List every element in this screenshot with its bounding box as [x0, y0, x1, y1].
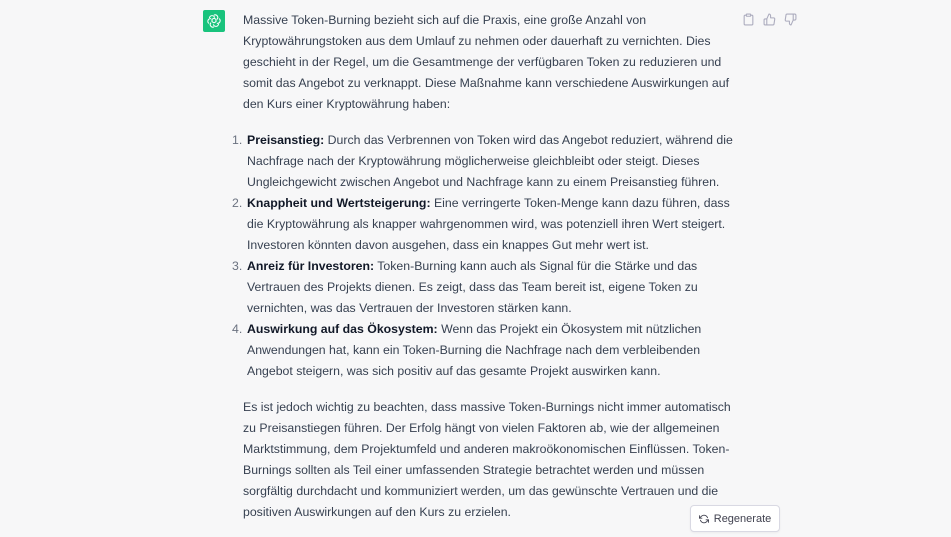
dislike-button[interactable] [783, 12, 797, 26]
list-item-text: Eine verringerte Token-Menge kann dazu führen, dass die Kryptowährung als knapper wahrgenommen wird, was potenziell ihren Wert steigert. Investoren könnten davon ausgehen, dass ein knappes Gut mehr wert ist. [247, 196, 730, 252]
list-item-text: Token-Burning kann auch als Signal für die Stärke und das Vertrauen des Projekts dienen. Es zeigt, dass das Team bereit ist, eigene Token zu vernichten, was das Vertrauen der Investoren stärken kann. [247, 259, 698, 315]
list-number: 1. [232, 133, 243, 147]
regenerate-label: Regenerate [713, 512, 772, 525]
refresh-icon [699, 514, 709, 524]
clipboard-icon [742, 13, 755, 26]
list-item-term: Knappheit und Wertsteigerung: [247, 196, 431, 210]
list-item [232, 256, 735, 319]
message-actions [741, 12, 797, 26]
list-item-term: Auswirkung auf das Ökosystem: [247, 322, 438, 336]
regenerate-button[interactable] [690, 505, 780, 532]
list-item [232, 193, 735, 256]
like-button[interactable] [762, 12, 776, 26]
thumbs-up-icon [763, 13, 776, 26]
list-item [232, 130, 735, 193]
list-number: 3. [232, 259, 243, 273]
list-item-term: Preisanstieg: [247, 133, 325, 147]
openai-logo-icon [206, 13, 222, 29]
list-item-text: Wenn das Projekt ein Ökosystem mit nützlichen Anwendungen hat, kann ein Token-Burning die Nachfrage nach dem verbleibenden Angebot steigern, was sich positiv auf das gesamte Projekt auswirken kann. [247, 322, 702, 378]
message-intro: Massive Token-Burning bezieht sich auf die Praxis, eine große Anzahl von Kryptowährungstoken aus dem Umlauf zu nehmen oder dauerhaft zu vernichten. Dies geschieht in der Regel, um die Gesamtmenge der verfügbaren Token zu reduzieren und somit das Angebot zu verknappt. Diese Maßnahme kann verschiedene Auswirkungen auf den Kurs einer Kryptowährung haben: [243, 13, 730, 111]
assistant-avatar [203, 10, 225, 32]
copy-button[interactable] [741, 12, 755, 26]
points-list [232, 130, 735, 382]
assistant-message [232, 10, 735, 523]
message-conclusion: Es ist jedoch wichtig zu beachten, dass massive Token-Burnings nicht immer automatisch zu Preisanstiegen führen. Der Erfolg hängt von vielen Faktoren ab, wie der allgemeinen Marktstimmung, dem Projektumfeld und anderen makroökonomischen Einflüssen. Token-Burnings sollten als Teil einer umfassenden Strategie betrachtet werden und müssen sorgfältig durchdacht und kommuniziert werden, um das gewünschte Vertrauen und die positiven Auswirkungen auf den Kurs zu erzielen. [243, 400, 731, 519]
list-item [232, 319, 735, 382]
list-item-text: Durch das Verbrennen von Token wird das Angebot reduziert, während die Nachfrage nach der Kryptowährung möglicherweise gleichbleibt oder steigt. Dieses Ungleichgewicht zwischen Angebot und Nachfrage kann zu einem Preisanstieg führen. [247, 133, 733, 189]
list-number: 2. [232, 196, 243, 210]
thumbs-down-icon [784, 13, 797, 26]
list-item-term: Anreiz für Investoren: [247, 259, 375, 273]
list-number: 4. [232, 322, 243, 336]
